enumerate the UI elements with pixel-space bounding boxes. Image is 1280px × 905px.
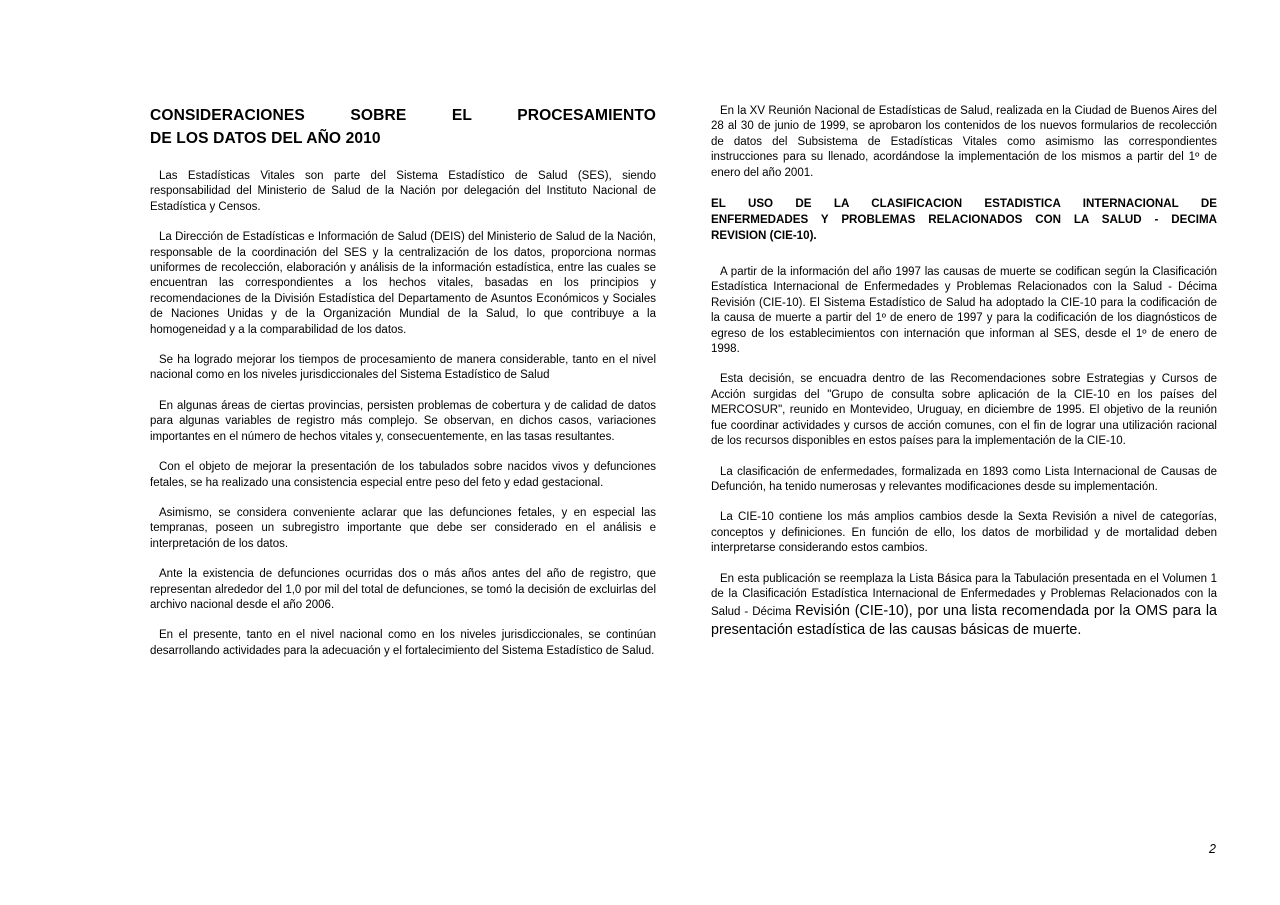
paragraph: A partir de la información del año 1997 las causas de muerte se codifican según la Clasificación Estadística Internacional de Enfermedades y Problemas Relacionados con la Salud - Décima Revisión (CIE-10). El Sistema Estadístico de Salud ha adoptado la CIE-10 para la codificación de la causa de muerte a partir del 1º de enero de 1997 y para la codificación de los diagnósticos de egreso de los establecimientos con internación que informan al SES, desde el 1º de enero de 1998. xyxy=(711,266,1217,356)
paragraph: Ante la existencia de defunciones ocurridas dos o más años antes del año de registro, que representan alrededor del 1,0 por mil del total de defunciones, se tomó la decisión de excluirlas del archivo nacional desde el año 2006. xyxy=(150,568,656,611)
paragraph-normal-text: En esta publicación se reemplaza la Lista Básica para la Tabulación presentada en el Volumen 1 de la Clasificación Estadística Internacional de Enfermedades y Problemas Relacionados con la Salud - Décima xyxy=(711,572,1217,619)
paragraph: La clasificación de enfermedades, formalizada en 1893 como Lista Internacional de Causas de Defunción, ha tenido numerosas y relevantes modificaciones desde su implementación. xyxy=(711,465,1217,493)
section-heading xyxy=(711,196,1217,244)
paragraph: Asimismo, se considera conveniente aclarar que las defunciones fetales, y en especial las tempranas, poseen un subregistro importante que debe ser considerado en el análisis e interpretación de los datos. xyxy=(150,506,656,550)
paragraph: Esta decisión, se encuadra dentro de las Recomendaciones sobre Estrategias y Cursos de Acción surgidas del "Grupo de consulta sobre aplicación de la CIE-10 en los países del MERCOSUR", reunido en Montevideo, Uruguay, en diciembre de 1995. El objetivo de la reunión fue coordinar actividades y cursos de acción comunes, con el fin de lograr una utilización racional de los recursos disponibles en estos países para la implementación de la CIE-10. xyxy=(711,373,1217,448)
document-title xyxy=(150,104,656,150)
paragraph: En la XV Reunión Nacional de Estadísticas de Salud, realizada en la Ciudad de Buenos Aires del 28 al 30 de junio de 1999, se aprobaron los contenidos de los nuevos formularios de recolección de datos del Subsistema de Estadísticas Vitales como asimismo las correspondientes instrucciones para su llenado, acordándose la implementación de los mismos a partir del 1º de enero del año 2001. xyxy=(711,105,1217,179)
left-column xyxy=(150,104,656,674)
page-number: 2 xyxy=(1209,842,1216,856)
document-title-line: DE LOS DATOS DEL AÑO 2010 xyxy=(150,130,381,147)
paragraph: La Dirección de Estadísticas e Información de Salud (DEIS) del Ministerio de Salud de la Nación, responsable de la coordinación del SES y la centralización de los datos, proporciona normas uniformes de recolección, elaboración y análisis de la información estadística, entre las cuales se encuentran las correspondientes a los hechos vitales, basadas en los principios y recomendaciones de la División Estadística del Departamento de Asuntos Económicos y Sociales de Naciones Unidas y de la Organización Mundial de la Salud, lo que contribuye a la homogeneidad y a la comparabilidad de los datos. xyxy=(150,231,656,336)
document-title-line: CONSIDERACIONES SOBRE EL PROCESAMIENTO xyxy=(150,107,656,124)
paragraph-mixed-font xyxy=(711,572,1217,640)
paragraph: Con el objeto de mejorar la presentación de los tabulados sobre nacidos vivos y defunciones fetales, se ha realizado una consistencia especial entre peso del feto y edad gestacional. xyxy=(150,461,656,489)
paragraph: En el presente, tanto en el nivel nacional como en los niveles jurisdiccionales, se continúan desarrollando actividades para la adecuación y el fortalecimiento del Sistema Estadístico de Salud. xyxy=(150,629,656,657)
section-heading-line: REVISION (CIE-10). xyxy=(711,229,817,243)
content-columns xyxy=(150,104,1217,674)
paragraph: En algunas áreas de ciertas provincias, persisten problemas de cobertura y de calidad de datos para algunas variables de registro más complejo. Se observan, en dichos casos, variaciones importantes en el número de hechos vitales y, consecuentemente, en las tasas resultantes. xyxy=(150,399,656,443)
paragraph: La CIE-10 contiene los más amplios cambios desde la Sexta Revisión a nivel de categorías, conceptos y definiciones. En función de ello, los datos de morbilidad y de mortalidad deben interpretarse considerando estos cambios. xyxy=(711,511,1217,555)
section-heading-line: ENFERMEDADES Y PROBLEMAS RELACIONADOS CON LA SALUD - DECIMA xyxy=(711,213,1217,227)
paragraph: Se ha logrado mejorar los tiempos de procesamiento de manera considerable, tanto en el nivel nacional como en los niveles jurisdiccionales del Sistema Estadístico de Salud xyxy=(150,354,656,382)
right-column xyxy=(711,104,1217,674)
paragraph-large-text: Revisión (CIE-10), por una lista recomendada por la OMS para la presentación estadística de las causas básicas de muerte. xyxy=(711,603,1217,638)
paragraph: Las Estadísticas Vitales son parte del Sistema Estadístico de Salud (SES), siendo responsabilidad del Ministerio de Salud de la Nación por delegación del Instituto Nacional de Estadística y Censos. xyxy=(150,170,656,213)
section-heading-line: EL USO DE LA CLASIFICACION ESTADISTICA INTERNACIONAL DE xyxy=(711,197,1217,211)
